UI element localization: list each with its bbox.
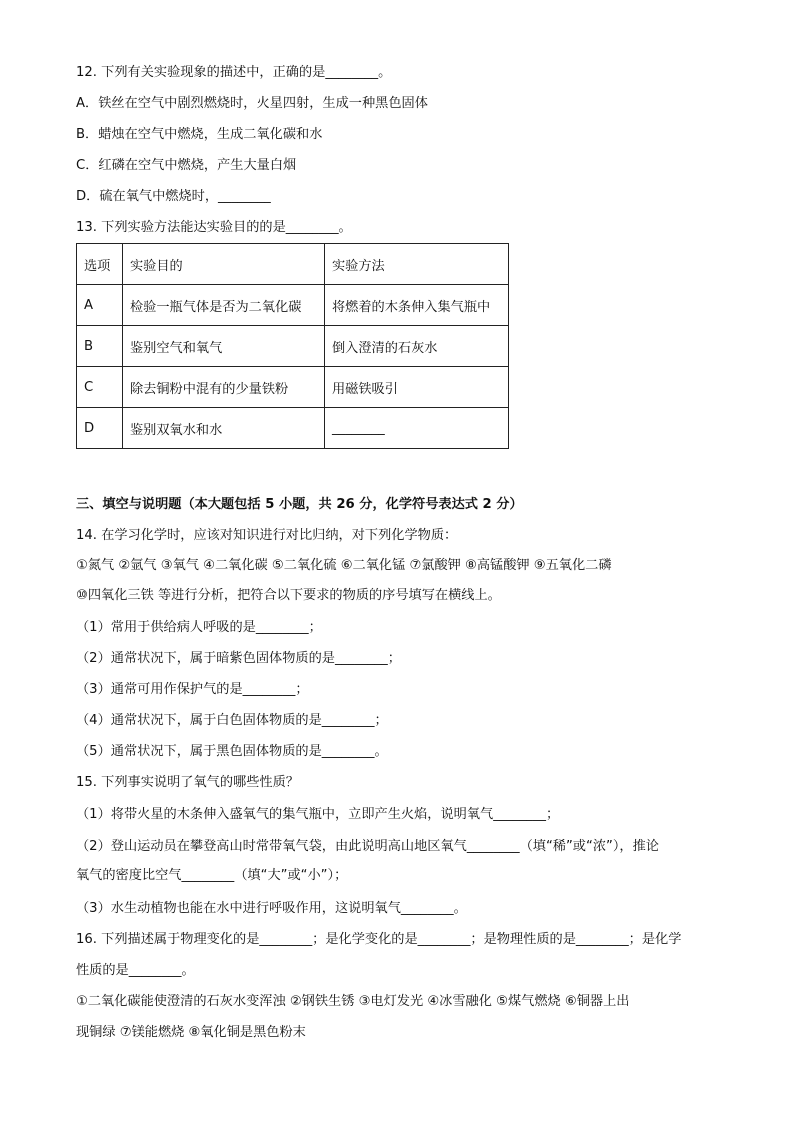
cell-method: ________ (325, 408, 509, 449)
section-3-title: 三、填空与说明题（本大题包括 5 小题，共 26 分，化学符号表达式 2 分） (76, 497, 523, 512)
cell-purpose: 鉴别双氧水和水 (123, 408, 325, 449)
q15-item-3: （3）水生动植物也能在水中进行呼吸作用，这说明氧气________。 (76, 901, 467, 916)
cell-purpose: 除去铜粉中混有的少量铁粉 (123, 367, 325, 408)
q14-item-2: （2）通常状况下，属于暗紫色固体物质的是________； (76, 651, 401, 666)
header-purpose: 实验目的 (123, 244, 325, 285)
cell-method: 倒入澄清的石灰水 (325, 326, 509, 367)
q15-item-2-cont: 氧气的密度比空气________（填“大”或“小”）； (76, 868, 348, 883)
table-row (77, 285, 509, 326)
cell-option: C (77, 367, 123, 408)
q12-option-d: D．硫在氧气中燃烧时，________ (76, 189, 271, 204)
q12-option-a: A．铁丝在空气中剧烈燃烧时，火星四射，生成一种黑色固体 (76, 96, 428, 111)
q15-item-1: （1）将带火星的木条伸入盛氧气的集气瓶中，立即产生火焰，说明氧气________； (76, 807, 560, 822)
header-option: 选项 (77, 244, 123, 285)
table-header-row (77, 244, 509, 285)
header-method: 实验方法 (325, 244, 509, 285)
q13-stem: 13. 下列实验方法能达实验目的的是________。 (76, 220, 352, 235)
q14-item-1: （1）常用于供给病人呼吸的是________； (76, 620, 322, 635)
q12-option-b: B．蜡烛在空气中燃烧，生成二氧化碳和水 (76, 127, 323, 142)
cell-option: D (77, 408, 123, 449)
q14-item-4: （4）通常状况下，属于白色固体物质的是________； (76, 713, 388, 728)
q15-item-2: （2）登山运动员在攀登高山时常带氧气袋，由此说明高山地区氧气________（填“稀”或“浓”），推论 (76, 839, 659, 854)
q13-table (76, 243, 509, 449)
cell-purpose: 鉴别空气和氧气 (123, 326, 325, 367)
q15-stem: 15. 下列事实说明了氧气的哪些性质？ (76, 775, 299, 790)
cell-method: 将燃着的木条伸入集气瓶中 (325, 285, 509, 326)
q16-stem: 16. 下列描述属于物理变化的是________；是化学变化的是________；是物理性质的是________；是化学 (76, 932, 682, 947)
q12-stem: 12. 下列有关实验现象的描述中，正确的是________。 (76, 65, 392, 80)
table-row (77, 408, 509, 449)
cell-method: 用磁铁吸引 (325, 367, 509, 408)
cell-option: B (77, 326, 123, 367)
q16-statement-list: ①二氧化碳能使澄清的石灰水变浑浊 ②钢铁生锈 ③电灯发光 ④冰雪融化 ⑤煤气燃烧 ⑥铜器上出 (76, 994, 630, 1009)
q16-statement-list-cont: 现铜绿 ⑦镁能燃烧 ⑧氧化铜是黑色粉末 (76, 1025, 306, 1040)
table-row (77, 367, 509, 408)
table-row (77, 326, 509, 367)
cell-purpose: 检验一瓶气体是否为二氧化碳 (123, 285, 325, 326)
q14-stem: 14. 在学习化学时，应该对知识进行对比归纳，对下列化学物质： (76, 528, 458, 543)
q12-option-c: C．红磷在空气中燃烧，产生大量白烟 (76, 158, 297, 173)
q14-item-5: （5）通常状况下，属于黑色固体物质的是________。 (76, 744, 388, 759)
q14-substance-list: ①氮气 ②氩气 ③氧气 ④二氧化碳 ⑤二氧化硫 ⑥二氧化锰 ⑦氯酸钾 ⑧高锰酸钾 ⑨五氧化二磷 (76, 558, 612, 573)
q14-item-3: （3）通常可用作保护气的是________； (76, 682, 309, 697)
q14-substance-list-cont: ⑩四氧化三铁 等进行分析，把符合以下要求的物质的序号填写在横线上。 (76, 588, 501, 603)
q16-stem-cont: 性质的是________。 (76, 963, 195, 978)
cell-option: A (77, 285, 123, 326)
